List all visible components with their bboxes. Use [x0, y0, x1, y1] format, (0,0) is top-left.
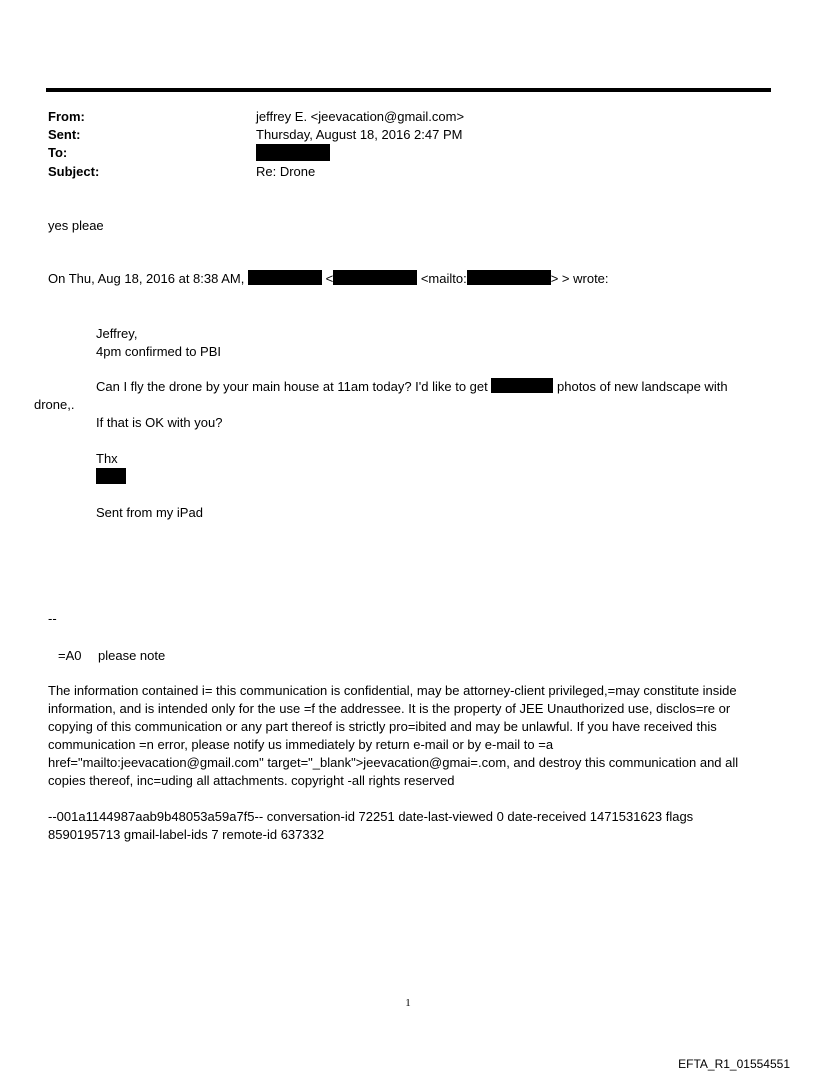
disclaimer-paragraph: The information contained i= this communication is confidential, may be attorney-client privileged,=may constitute inside information, and is intended only for the use =f the addressee. It is the property of JEE Unauthorized use, disclos=re or copying of this communication or any part thereof is strictly pro=ibited and may be unlawful. If you have received this communication =n error, please notify us immediately by return e-mail or by e-mail to =a href="mailto:jeevacation@gmail.com" target="_blank">jeevacation@gmai=.com, and destroy this communication and all copies thereof, inc=uding all attachments. copyright -all rights reserved — [48, 683, 739, 788]
subject-label: Subject: — [48, 164, 100, 179]
a0-text: =A0 — [58, 648, 82, 663]
mailto-text: <mailto: — [420, 271, 467, 286]
ok-text: If that is OK with you? — [96, 415, 223, 430]
signature-redacted — [96, 468, 126, 487]
header-rule — [46, 88, 771, 92]
sent-value: Thursday, August 18, 2016 2:47 PM — [256, 127, 463, 142]
separator-dashes: -- — [48, 611, 57, 626]
sent-from-text: Sent from my iPad — [96, 505, 203, 520]
question-wrap-text: drone,. — [34, 397, 75, 412]
question-redacted — [491, 378, 553, 393]
greeting-text: Jeffrey, — [96, 326, 138, 341]
reply-text: yes pleae — [48, 218, 104, 233]
question-line — [96, 378, 728, 396]
question-text-a: Can I fly the drone by your main house at 11am today? I'd like to get — [96, 379, 488, 394]
lt-text: < — [325, 271, 334, 286]
question-text-b: photos of new landscape with — [557, 379, 728, 394]
wrote-text: > > wrote: — [550, 271, 609, 286]
from-value: jeffrey E. <jeevacation@gmail.com> — [256, 109, 465, 124]
sender-email-redacted — [333, 270, 417, 285]
message-metadata: --001a1144987aab9b48053a59a7f5-- conversation-id 72251 date-last-viewed 0 date-received 1471531623 flags 8590195713 gmail-label-ids 7 remote-id 637332 — [48, 809, 694, 842]
to-value-redacted — [256, 144, 330, 164]
to-label: To: — [48, 145, 68, 160]
quote-intro-line — [48, 270, 609, 288]
confirmed-text: 4pm confirmed to PBI — [96, 344, 221, 359]
from-label: From: — [48, 109, 85, 124]
sent-label: Sent: — [48, 127, 81, 142]
page-number: 1 — [405, 997, 411, 1009]
sender-name-redacted — [248, 270, 322, 285]
mailto-redacted — [467, 270, 551, 285]
subject-value: Re: Drone — [256, 164, 316, 179]
bates-number: EFTA_R1_01554551 — [678, 1057, 790, 1071]
quote-intro-text: On Thu, Aug 18, 2016 at 8:38 AM, — [48, 271, 245, 286]
thx-text: Thx — [96, 451, 118, 466]
please-note-text: please note — [98, 648, 166, 663]
